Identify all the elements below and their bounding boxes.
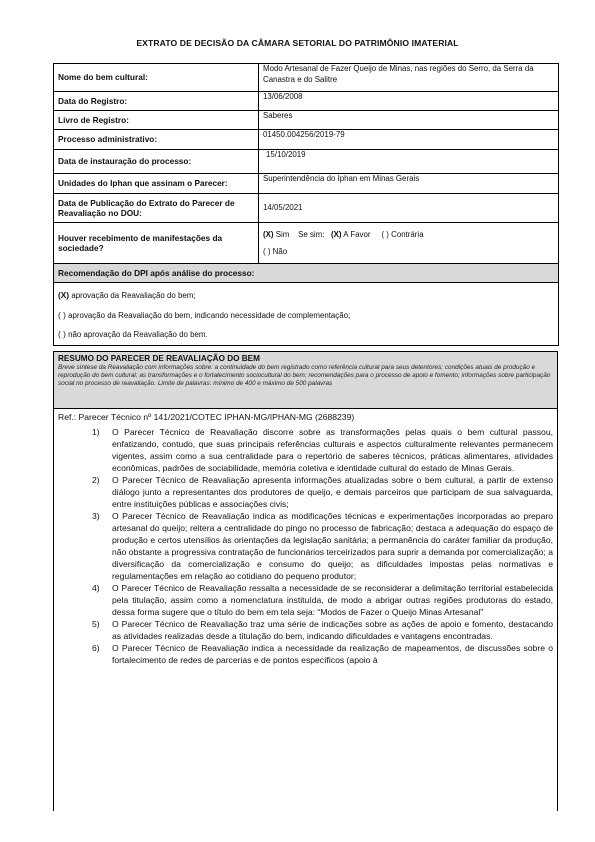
row-processo (54, 130, 559, 150)
list-item (54, 618, 553, 642)
item-number: 3) (92, 511, 100, 521)
parecer-reference: Ref.: Parecer Técnico nº 141/2021/COTEC IPHAN-MG/IPHAN-MG (2688239) (58, 412, 355, 422)
resumo-header (54, 352, 557, 409)
row-recomendacao-options (54, 283, 559, 346)
resumo-instructions: Breve síntese da Reavaliação com informações sobre: a continuidade do bem registrado como referência cultural para seus detentores; condições atuais de produção e reprodução do bem cultural; as transformações e o fortalecimento sociocultural do bem; recomendações para o processo de apoio e fomento; informações sobre participação social no processo de reavaliação. Limite de palavras: mínimo de 400 e máximo de 500 palavras (58, 364, 551, 388)
livro-value: Saberes (259, 111, 559, 130)
list-item (54, 642, 553, 666)
item-text: O Parecer Técnico de Reavaliação discorre sobre as transformações pelas quais o bem cultural passou, enfatizando, contudo, que suas principais referências culturais e aspectos culturalmente relevantes permanecem vigentes, assim como a sua centralidade para o repertório de saberes técnicos, práticas alimentares, atividades econômicas, padrões de sociabilidade, memória coletiva e identidade cultural do estado de Minas Gerais. (112, 427, 553, 473)
list-item (54, 426, 553, 474)
row-publicacao (54, 194, 559, 223)
sim-label: Sim (275, 230, 290, 239)
resumo-items-list (54, 426, 553, 666)
favor-checkbox[interactable]: (X) (331, 230, 342, 239)
manifest-second-line (263, 243, 554, 260)
list-item (54, 510, 553, 582)
recomendacao-option (58, 325, 554, 345)
publicacao-label: Data de Publicação do Extrato do Parecer de Reavaliação no DOU: (54, 194, 259, 223)
livro-label: Livro de Registro: (54, 111, 259, 130)
item-text: O Parecer Técnico de Reavaliação apresenta informações atualizadas sobre o bem cultural, a partir de extenso diálogo junto a representantes dos produtores de queijo, e demais parceiros que participam de sua salvaguarda, entre instituições públicas e associações civis; (112, 475, 553, 509)
item-text: O Parecer Técnico de Reavaliação ressalta a necessidade de se reconsiderar a delimitação territorial estabelecida pela titulação, assim como a nomenclatura instituída, de modo a abrigar outras regiões produtoras do estado, dessa forma sugere que o título do bem em tela seja: “Modos de Fazer o Queijo Minas Artesanal” (112, 583, 553, 617)
se-sim-label: Se sim: (298, 230, 325, 239)
unidades-label: Unidades do Iphan que assinam o Parecer: (54, 174, 259, 194)
nao-label: Não (272, 247, 288, 256)
sim-checkbox[interactable]: (X) (263, 230, 274, 239)
manifest-label: Houver recebimento de manifestações da sociedade? (54, 223, 259, 264)
row-data-registro (54, 92, 559, 111)
document-title: EXTRATO DE DECISÃO DA CÂMARA SETORIAL DO PATRIMÔNIO IMATERIAL (136, 38, 459, 48)
recomendacao-checkbox[interactable]: ( ) (58, 329, 66, 339)
row-unidades (54, 174, 559, 194)
nome-label: Nome do bem cultural: (54, 64, 259, 92)
item-number: 4) (92, 583, 100, 593)
manifest-first-line (263, 226, 554, 243)
item-number: 1) (92, 427, 100, 437)
recomendacao-option-text: aprovação da Reavaliação do bem, indicando necessidade de complementação; (68, 310, 351, 320)
favor-label: A Favor (343, 230, 371, 239)
nome-value: Modo Artesanal de Fazer Queijo de Minas, nas regiões do Serro, da Serra da Canastra e do Salitre (259, 64, 559, 92)
row-instauracao (54, 150, 559, 174)
row-nome (54, 64, 559, 92)
instauracao-label: Data de instauração do processo: (54, 150, 259, 174)
contraria-checkbox[interactable]: ( ) (381, 230, 389, 239)
recomendacao-checkbox[interactable]: ( ) (58, 309, 66, 320)
recomendacao-header: Recomendação do DPI após análise do processo: (54, 264, 559, 283)
processo-value: 01450.004256/2019-79 (259, 130, 559, 150)
recomendacao-option-text: não aprovação da Reavaliação do bem. (68, 330, 208, 339)
item-number: 6) (92, 643, 100, 653)
manifest-options (259, 223, 559, 264)
nao-checkbox[interactable]: ( ) (263, 247, 271, 256)
resumo-section (53, 351, 558, 811)
row-manifestacoes (54, 223, 559, 264)
item-text: O Parecer Técnico de Reavaliação traz uma série de indicações sobre as ações de apoio e fomento, destacando as atividades realizadas desde a titulação do bem, indicando dificuldades e vantagens encontradas. (112, 619, 553, 641)
recomendacao-option (58, 286, 554, 306)
data-registro-label: Data do Registro: (54, 92, 259, 111)
recomendacao-option (58, 306, 554, 326)
processo-label: Processo administrativo: (54, 130, 259, 150)
contraria-label: Contrária (391, 230, 424, 239)
item-text: O Parecer Técnico de Reavaliação indica a necessidade da realização de mapeamentos, de discussões sobre o fortalecimento de redes de parcerias e de pontos específicos (apoio à (112, 643, 553, 665)
data-registro-value: 13/06/2008 (259, 92, 559, 111)
registry-form-table (53, 63, 559, 346)
item-text: O Parecer Técnico de Reavaliação indica as modificações técnicas e experimentações incorporadas ao preparo artesanal do queijo; reitera a centralidade do pingo no processo de fabricação; destaca a adequação do espaço de produção e certos utensílios às orientações da legislação sanitária; a permanência do caráter familiar da produção, não obstante a progressiva contratação de funcionários terceirizados para suprir a demanda por comercialização; a diversificação da comercialização e consumo do queijo; as dificuldades impostas pelas normativas e regulamentações em relação ao cotidiano do pequeno produtor; (112, 511, 553, 581)
recomendacao-options (54, 283, 559, 346)
recomendacao-option-text: aprovação da Reavaliação do bem; (71, 291, 196, 300)
unidades-value: Superintendência do Iphan em Minas Gerais (259, 174, 559, 194)
resumo-title: RESUMO DO PARECER DE REAVALIAÇÃO DO BEM (58, 354, 260, 363)
instauracao-value: 15/10/2019 (259, 150, 559, 174)
item-number: 5) (92, 619, 100, 629)
list-item (54, 582, 553, 618)
row-livro (54, 111, 559, 130)
list-item (54, 474, 553, 510)
row-recomendacao-header (54, 264, 559, 283)
item-number: 2) (92, 475, 100, 485)
publicacao-value: 14/05/2021 (259, 194, 559, 223)
recomendacao-checkbox[interactable]: (X) (58, 290, 70, 300)
